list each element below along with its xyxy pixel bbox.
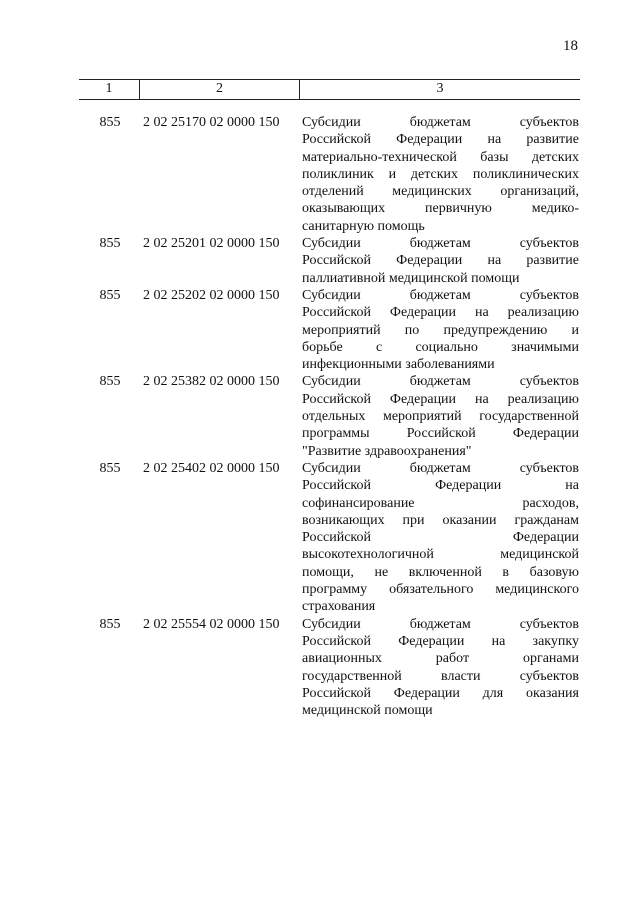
- table-body: [79, 100, 580, 719]
- description-cell: [298, 114, 580, 235]
- description-cell: [298, 235, 580, 287]
- description-line: помощи, не включенной в базовую: [302, 564, 579, 580]
- description-line: Субсидии бюджетам субъектов: [302, 115, 579, 130]
- description-line: авиационных работ органами: [302, 651, 579, 667]
- description-line: паллиативной медицинской помощи: [302, 270, 520, 286]
- admin-code-cell: 855: [99, 115, 121, 130]
- description-cell: [298, 287, 580, 373]
- budget-code-cell: 2 02 25202 02 0000 150: [143, 287, 280, 303]
- description-line: борьбе с социально значимыми: [302, 339, 579, 355]
- description-line: Субсидии бюджетам субъектов: [302, 236, 579, 252]
- description-cell: [298, 460, 580, 616]
- revenue-table: [79, 79, 580, 719]
- admin-code-cell: 855: [99, 460, 121, 476]
- description-line: поликлиник и детских поликлинических: [302, 166, 579, 182]
- description-line: программу обязательного медицинского: [302, 582, 579, 598]
- budget-code-cell: 2 02 25382 02 0000 150: [143, 374, 280, 390]
- description-line: мероприятий по предупреждению и: [302, 322, 579, 338]
- description-line: отделений медицинских организаций,: [302, 184, 579, 200]
- description-line: Российской Федерации на развитие: [302, 253, 579, 269]
- table-row: [79, 287, 580, 373]
- description-line: государственной власти субъектов: [302, 668, 579, 684]
- column-header-3: 3: [436, 81, 444, 96]
- description-line: высокотехнологичной медицинской: [302, 547, 579, 563]
- table-header: [79, 79, 580, 100]
- description-line: инфекционными заболеваниями: [302, 357, 495, 373]
- description-line: софинансирование расходов,: [302, 495, 579, 511]
- column-header-2: 2: [140, 80, 300, 99]
- table-row: [79, 114, 580, 235]
- description-line: Российской Федерации на закупку: [302, 633, 579, 649]
- description-line: Российской Федерации на: [302, 478, 579, 494]
- description-line: Российской Федерации на развитие: [302, 132, 579, 148]
- description-line: Российской Федерации для оказания: [302, 685, 579, 701]
- description-line: возникающих при оказании гражданам: [302, 512, 579, 528]
- budget-code-cell: 2 02 25554 02 0000 150: [143, 616, 280, 632]
- description-line: Субсидии бюджетам субъектов: [302, 287, 579, 303]
- description-line: Российской Федерации на реализацию: [302, 305, 579, 321]
- table-row: [79, 373, 580, 459]
- admin-code-cell: 855: [99, 236, 121, 252]
- column-header-1: 1: [79, 80, 140, 99]
- admin-code-cell: 855: [99, 374, 121, 390]
- page-number: 18: [563, 38, 578, 54]
- description-line: Субсидии бюджетам субъектов: [302, 460, 579, 476]
- budget-code-cell: 2 02 25170 02 0000 150: [143, 115, 280, 130]
- table-row: [79, 616, 580, 720]
- description-line: страхования: [302, 599, 376, 615]
- description-line: санитарную помощь: [302, 218, 425, 234]
- budget-code-cell: 2 02 25402 02 0000 150: [143, 460, 280, 476]
- description-line: Российской Федерации на реализацию: [302, 391, 579, 407]
- description-line: Российской Федерации: [302, 530, 579, 546]
- description-cell: [298, 373, 580, 459]
- description-cell: [298, 616, 580, 720]
- description-line: оказывающих первичную медико-: [302, 201, 579, 217]
- table-row: [79, 235, 580, 287]
- admin-code-cell: 855: [99, 616, 121, 632]
- description-line: материально-технической базы детских: [302, 149, 579, 165]
- description-line: Субсидии бюджетам субъектов: [302, 616, 579, 632]
- description-line: медицинской помощи: [302, 703, 433, 719]
- admin-code-cell: 855: [99, 287, 121, 303]
- budget-code-cell: 2 02 25201 02 0000 150: [143, 236, 280, 252]
- description-line: программы Российской Федерации: [302, 426, 579, 442]
- table-row: [79, 460, 580, 616]
- description-line: Субсидии бюджетам субъектов: [302, 374, 579, 390]
- description-line: "Развитие здравоохранения": [302, 443, 472, 459]
- description-line: отдельных мероприятий государственной: [302, 409, 579, 425]
